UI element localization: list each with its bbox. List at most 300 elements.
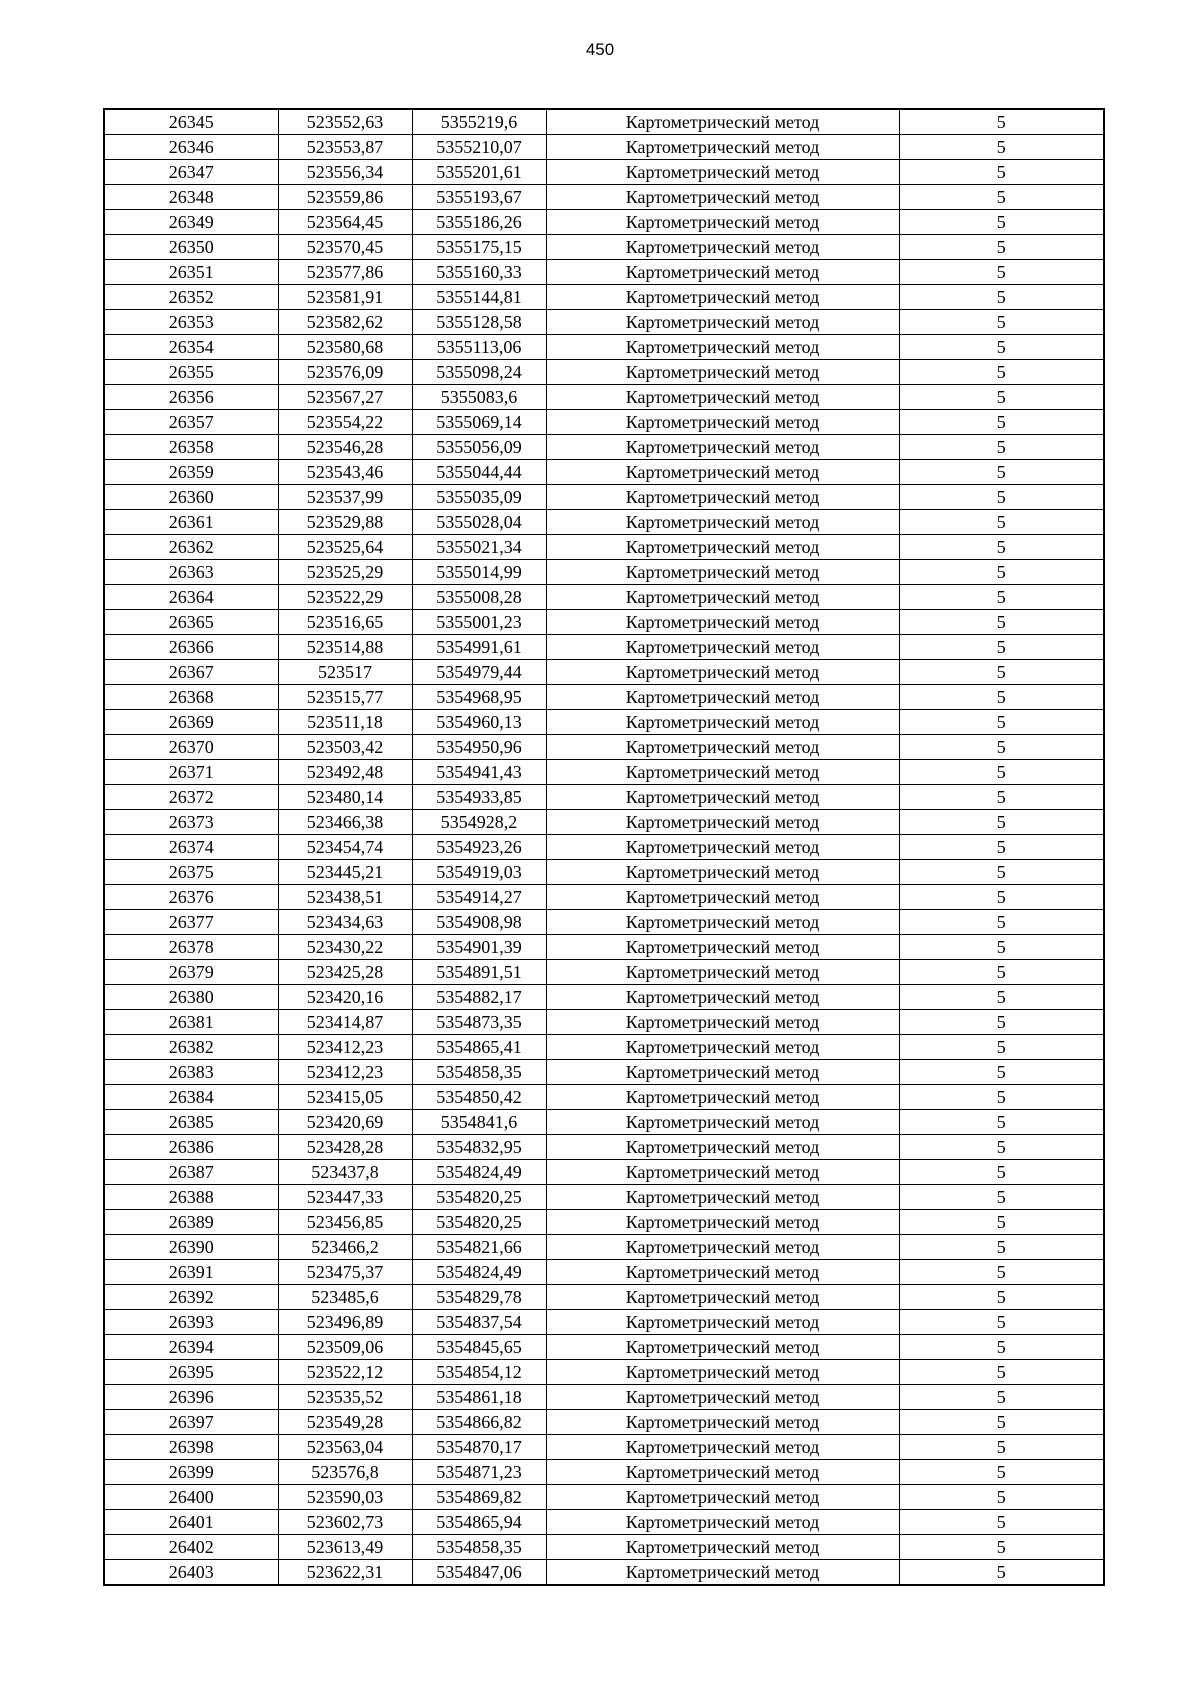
- x-coordinate-cell: 523576,09: [278, 360, 412, 385]
- y-coordinate-cell: 5354850,42: [412, 1085, 546, 1110]
- method-cell: Картометрический метод: [546, 1560, 899, 1586]
- table-row: [104, 1485, 1104, 1510]
- table-row: [104, 1160, 1104, 1185]
- table-row: [104, 1035, 1104, 1060]
- x-coordinate-cell: 523556,34: [278, 160, 412, 185]
- point-number-cell: 26372: [104, 785, 278, 810]
- method-cell: Картометрический метод: [546, 1160, 899, 1185]
- x-coordinate-cell: 523577,86: [278, 260, 412, 285]
- point-number-cell: 26360: [104, 485, 278, 510]
- x-coordinate-cell: 523412,23: [278, 1035, 412, 1060]
- x-coordinate-cell: 523434,63: [278, 910, 412, 935]
- x-coordinate-cell: 523466,38: [278, 810, 412, 835]
- method-cell: Картометрический метод: [546, 535, 899, 560]
- x-coordinate-cell: 523480,14: [278, 785, 412, 810]
- method-cell: Картометрический метод: [546, 1285, 899, 1310]
- point-number-cell: 26352: [104, 285, 278, 310]
- method-cell: Картометрический метод: [546, 735, 899, 760]
- point-number-cell: 26394: [104, 1335, 278, 1360]
- y-coordinate-cell: 5354829,78: [412, 1285, 546, 1310]
- method-cell: Картометрический метод: [546, 910, 899, 935]
- accuracy-cell: 5: [899, 285, 1104, 310]
- method-cell: Картометрический метод: [546, 1385, 899, 1410]
- point-number-cell: 26382: [104, 1035, 278, 1060]
- point-number-cell: 26391: [104, 1260, 278, 1285]
- point-number-cell: 26376: [104, 885, 278, 910]
- y-coordinate-cell: 5354882,17: [412, 985, 546, 1010]
- table-row: [104, 1260, 1104, 1285]
- table-row: [104, 1510, 1104, 1535]
- table-row: [104, 685, 1104, 710]
- y-coordinate-cell: 5355044,44: [412, 460, 546, 485]
- table-row: [104, 885, 1104, 910]
- point-number-cell: 26383: [104, 1060, 278, 1085]
- point-number-cell: 26348: [104, 185, 278, 210]
- method-cell: Картометрический метод: [546, 210, 899, 235]
- accuracy-cell: 5: [899, 335, 1104, 360]
- table-row: [104, 310, 1104, 335]
- table-row: [104, 810, 1104, 835]
- x-coordinate-cell: 523509,06: [278, 1335, 412, 1360]
- x-coordinate-cell: 523430,22: [278, 935, 412, 960]
- table-row: [104, 435, 1104, 460]
- y-coordinate-cell: 5355056,09: [412, 435, 546, 460]
- x-coordinate-cell: 523466,2: [278, 1235, 412, 1260]
- method-cell: Картометрический метод: [546, 1535, 899, 1560]
- table-row: [104, 1535, 1104, 1560]
- point-number-cell: 26393: [104, 1310, 278, 1335]
- table-row: [104, 410, 1104, 435]
- y-coordinate-cell: 5354933,85: [412, 785, 546, 810]
- method-cell: Картометрический метод: [546, 1260, 899, 1285]
- y-coordinate-cell: 5355160,33: [412, 260, 546, 285]
- x-coordinate-cell: 523537,99: [278, 485, 412, 510]
- y-coordinate-cell: 5355035,09: [412, 485, 546, 510]
- accuracy-cell: 5: [899, 1060, 1104, 1085]
- point-number-cell: 26370: [104, 735, 278, 760]
- y-coordinate-cell: 5354891,51: [412, 960, 546, 985]
- table-row: [104, 1285, 1104, 1310]
- y-coordinate-cell: 5354873,35: [412, 1010, 546, 1035]
- point-number-cell: 26367: [104, 660, 278, 685]
- y-coordinate-cell: 5355069,14: [412, 410, 546, 435]
- x-coordinate-cell: 523525,64: [278, 535, 412, 560]
- x-coordinate-cell: 523514,88: [278, 635, 412, 660]
- point-number-cell: 26387: [104, 1160, 278, 1185]
- method-cell: Картометрический метод: [546, 160, 899, 185]
- x-coordinate-cell: 523425,28: [278, 960, 412, 985]
- accuracy-cell: 5: [899, 635, 1104, 660]
- accuracy-cell: 5: [899, 1385, 1104, 1410]
- y-coordinate-cell: 5354941,43: [412, 760, 546, 785]
- accuracy-cell: 5: [899, 585, 1104, 610]
- point-number-cell: 26357: [104, 410, 278, 435]
- table-row: [104, 1060, 1104, 1085]
- accuracy-cell: 5: [899, 1185, 1104, 1210]
- method-cell: Картометрический метод: [546, 585, 899, 610]
- y-coordinate-cell: 5355201,61: [412, 160, 546, 185]
- table-row: [104, 1460, 1104, 1485]
- point-number-cell: 26346: [104, 135, 278, 160]
- point-number-cell: 26362: [104, 535, 278, 560]
- method-cell: Картометрический метод: [546, 1110, 899, 1135]
- method-cell: Картометрический метод: [546, 1335, 899, 1360]
- method-cell: Картометрический метод: [546, 710, 899, 735]
- x-coordinate-cell: 523492,48: [278, 760, 412, 785]
- accuracy-cell: 5: [899, 985, 1104, 1010]
- table-row: [104, 1110, 1104, 1135]
- x-coordinate-cell: 523529,88: [278, 510, 412, 535]
- y-coordinate-cell: 5354908,98: [412, 910, 546, 935]
- x-coordinate-cell: 523511,18: [278, 710, 412, 735]
- accuracy-cell: 5: [899, 135, 1104, 160]
- x-coordinate-cell: 523517: [278, 660, 412, 685]
- y-coordinate-cell: 5354858,35: [412, 1535, 546, 1560]
- method-cell: Картометрический метод: [546, 560, 899, 585]
- x-coordinate-cell: 523454,74: [278, 835, 412, 860]
- x-coordinate-cell: 523414,87: [278, 1010, 412, 1035]
- method-cell: Картометрический метод: [546, 1360, 899, 1385]
- x-coordinate-cell: 523515,77: [278, 685, 412, 710]
- y-coordinate-cell: 5355186,26: [412, 210, 546, 235]
- y-coordinate-cell: 5355175,15: [412, 235, 546, 260]
- x-coordinate-cell: 523613,49: [278, 1535, 412, 1560]
- x-coordinate-cell: 523445,21: [278, 860, 412, 885]
- y-coordinate-cell: 5354858,35: [412, 1060, 546, 1085]
- point-number-cell: 26390: [104, 1235, 278, 1260]
- x-coordinate-cell: 523581,91: [278, 285, 412, 310]
- accuracy-cell: 5: [899, 1135, 1104, 1160]
- x-coordinate-cell: 523516,65: [278, 610, 412, 635]
- table-row: [104, 335, 1104, 360]
- table-row: [104, 560, 1104, 585]
- table-row: [104, 385, 1104, 410]
- y-coordinate-cell: 5355219,6: [412, 109, 546, 135]
- table-row: [104, 360, 1104, 385]
- point-number-cell: 26350: [104, 235, 278, 260]
- method-cell: Картометрический метод: [546, 1085, 899, 1110]
- y-coordinate-cell: 5355083,6: [412, 385, 546, 410]
- point-number-cell: 26385: [104, 1110, 278, 1135]
- y-coordinate-cell: 5354820,25: [412, 1210, 546, 1235]
- point-number-cell: 26368: [104, 685, 278, 710]
- y-coordinate-cell: 5354914,27: [412, 885, 546, 910]
- method-cell: Картометрический метод: [546, 610, 899, 635]
- y-coordinate-cell: 5354960,13: [412, 710, 546, 735]
- table-row: [104, 1010, 1104, 1035]
- point-number-cell: 26359: [104, 460, 278, 485]
- table-row: [104, 1360, 1104, 1385]
- y-coordinate-cell: 5354832,95: [412, 1135, 546, 1160]
- method-cell: Картометрический метод: [546, 285, 899, 310]
- accuracy-cell: 5: [899, 685, 1104, 710]
- accuracy-cell: 5: [899, 1235, 1104, 1260]
- y-coordinate-cell: 5354919,03: [412, 860, 546, 885]
- x-coordinate-cell: 523535,52: [278, 1385, 412, 1410]
- point-number-cell: 26355: [104, 360, 278, 385]
- x-coordinate-cell: 523503,42: [278, 735, 412, 760]
- x-coordinate-cell: 523420,69: [278, 1110, 412, 1135]
- method-cell: Картометрический метод: [546, 860, 899, 885]
- point-number-cell: 26403: [104, 1560, 278, 1586]
- x-coordinate-cell: 523580,68: [278, 335, 412, 360]
- method-cell: Картометрический метод: [546, 1210, 899, 1235]
- y-coordinate-cell: 5355144,81: [412, 285, 546, 310]
- y-coordinate-cell: 5355210,07: [412, 135, 546, 160]
- x-coordinate-cell: 523554,22: [278, 410, 412, 435]
- accuracy-cell: 5: [899, 860, 1104, 885]
- accuracy-cell: 5: [899, 835, 1104, 860]
- accuracy-cell: 5: [899, 260, 1104, 285]
- point-number-cell: 26386: [104, 1135, 278, 1160]
- x-coordinate-cell: 523420,16: [278, 985, 412, 1010]
- y-coordinate-cell: 5354950,96: [412, 735, 546, 760]
- method-cell: Картометрический метод: [546, 485, 899, 510]
- y-coordinate-cell: 5354928,2: [412, 810, 546, 835]
- method-cell: Картометрический метод: [546, 185, 899, 210]
- table-row: [104, 485, 1104, 510]
- point-number-cell: 26388: [104, 1185, 278, 1210]
- method-cell: Картометрический метод: [546, 135, 899, 160]
- table-row: [104, 260, 1104, 285]
- table-row: [104, 460, 1104, 485]
- accuracy-cell: 5: [899, 360, 1104, 385]
- table-row: [104, 1310, 1104, 1335]
- accuracy-cell: 5: [899, 1485, 1104, 1510]
- y-coordinate-cell: 5354847,06: [412, 1560, 546, 1586]
- y-coordinate-cell: 5355014,99: [412, 560, 546, 585]
- table-row: [104, 185, 1104, 210]
- table-row: [104, 735, 1104, 760]
- x-coordinate-cell: 523549,28: [278, 1410, 412, 1435]
- method-cell: Картометрический метод: [546, 335, 899, 360]
- point-number-cell: 26345: [104, 109, 278, 135]
- y-coordinate-cell: 5354865,41: [412, 1035, 546, 1060]
- y-coordinate-cell: 5354821,66: [412, 1235, 546, 1260]
- method-cell: Картометрический метод: [546, 1410, 899, 1435]
- table-row: [104, 1085, 1104, 1110]
- y-coordinate-cell: 5354979,44: [412, 660, 546, 685]
- method-cell: Картометрический метод: [546, 935, 899, 960]
- method-cell: Картометрический метод: [546, 885, 899, 910]
- x-coordinate-cell: 523543,46: [278, 460, 412, 485]
- accuracy-cell: 5: [899, 1460, 1104, 1485]
- accuracy-cell: 5: [899, 1035, 1104, 1060]
- x-coordinate-cell: 523590,03: [278, 1485, 412, 1510]
- point-number-cell: 26364: [104, 585, 278, 610]
- accuracy-cell: 5: [899, 1535, 1104, 1560]
- method-cell: Картометрический метод: [546, 1435, 899, 1460]
- y-coordinate-cell: 5354824,49: [412, 1160, 546, 1185]
- point-number-cell: 26395: [104, 1360, 278, 1385]
- point-number-cell: 26371: [104, 760, 278, 785]
- y-coordinate-cell: 5355021,34: [412, 535, 546, 560]
- y-coordinate-cell: 5355008,28: [412, 585, 546, 610]
- y-coordinate-cell: 5355098,24: [412, 360, 546, 385]
- x-coordinate-cell: 523428,28: [278, 1135, 412, 1160]
- table-row: [104, 1135, 1104, 1160]
- table-row: [104, 535, 1104, 560]
- y-coordinate-cell: 5354861,18: [412, 1385, 546, 1410]
- x-coordinate-cell: 523485,6: [278, 1285, 412, 1310]
- method-cell: Картометрический метод: [546, 109, 899, 135]
- method-cell: Картометрический метод: [546, 1485, 899, 1510]
- method-cell: Картометрический метод: [546, 260, 899, 285]
- accuracy-cell: 5: [899, 760, 1104, 785]
- point-number-cell: 26402: [104, 1535, 278, 1560]
- point-number-cell: 26358: [104, 435, 278, 460]
- accuracy-cell: 5: [899, 510, 1104, 535]
- point-number-cell: 26381: [104, 1010, 278, 1035]
- table-row: [104, 660, 1104, 685]
- method-cell: Картометрический метод: [546, 660, 899, 685]
- table-row: [104, 1210, 1104, 1235]
- x-coordinate-cell: 523496,89: [278, 1310, 412, 1335]
- table-row: [104, 585, 1104, 610]
- x-coordinate-cell: 523546,28: [278, 435, 412, 460]
- method-cell: Картометрический метод: [546, 1510, 899, 1535]
- table-row: [104, 785, 1104, 810]
- point-number-cell: 26353: [104, 310, 278, 335]
- accuracy-cell: 5: [899, 460, 1104, 485]
- x-coordinate-cell: 523437,8: [278, 1160, 412, 1185]
- table-row: [104, 1185, 1104, 1210]
- point-number-cell: 26363: [104, 560, 278, 585]
- x-coordinate-cell: 523522,12: [278, 1360, 412, 1385]
- y-coordinate-cell: 5354901,39: [412, 935, 546, 960]
- accuracy-cell: 5: [899, 160, 1104, 185]
- accuracy-cell: 5: [899, 1210, 1104, 1235]
- accuracy-cell: 5: [899, 1410, 1104, 1435]
- table-row: [104, 1335, 1104, 1360]
- y-coordinate-cell: 5355128,58: [412, 310, 546, 335]
- table-row: [104, 860, 1104, 885]
- table-row: [104, 1435, 1104, 1460]
- x-coordinate-cell: 523602,73: [278, 1510, 412, 1535]
- method-cell: Картометрический метод: [546, 360, 899, 385]
- point-number-cell: 26401: [104, 1510, 278, 1535]
- x-coordinate-cell: 523553,87: [278, 135, 412, 160]
- x-coordinate-cell: 523438,51: [278, 885, 412, 910]
- accuracy-cell: 5: [899, 1560, 1104, 1586]
- point-number-cell: 26351: [104, 260, 278, 285]
- accuracy-cell: 5: [899, 1435, 1104, 1460]
- x-coordinate-cell: 523412,23: [278, 1060, 412, 1085]
- accuracy-cell: 5: [899, 810, 1104, 835]
- accuracy-cell: 5: [899, 1310, 1104, 1335]
- page-number: 450: [585, 40, 615, 59]
- method-cell: Картометрический метод: [546, 1460, 899, 1485]
- point-number-cell: 26377: [104, 910, 278, 935]
- y-coordinate-cell: 5354837,54: [412, 1310, 546, 1335]
- method-cell: Картометрический метод: [546, 785, 899, 810]
- accuracy-cell: 5: [899, 235, 1104, 260]
- x-coordinate-cell: 523559,86: [278, 185, 412, 210]
- table-row: [104, 160, 1104, 185]
- method-cell: Картометрический метод: [546, 985, 899, 1010]
- method-cell: Картометрический метод: [546, 760, 899, 785]
- point-number-cell: 26375: [104, 860, 278, 885]
- x-coordinate-cell: 523564,45: [278, 210, 412, 235]
- table-row: [104, 635, 1104, 660]
- y-coordinate-cell: 5354866,82: [412, 1410, 546, 1435]
- method-cell: Картометрический метод: [546, 1010, 899, 1035]
- x-coordinate-cell: 523447,33: [278, 1185, 412, 1210]
- point-number-cell: 26379: [104, 960, 278, 985]
- point-number-cell: 26384: [104, 1085, 278, 1110]
- method-cell: Картометрический метод: [546, 460, 899, 485]
- accuracy-cell: 5: [899, 1260, 1104, 1285]
- accuracy-cell: 5: [899, 1160, 1104, 1185]
- accuracy-cell: 5: [899, 1010, 1104, 1035]
- method-cell: Картометрический метод: [546, 1185, 899, 1210]
- table-row: [104, 285, 1104, 310]
- method-cell: Картометрический метод: [546, 1035, 899, 1060]
- x-coordinate-cell: 523582,62: [278, 310, 412, 335]
- accuracy-cell: 5: [899, 1510, 1104, 1535]
- x-coordinate-cell: 523563,04: [278, 1435, 412, 1460]
- point-number-cell: 26347: [104, 160, 278, 185]
- accuracy-cell: 5: [899, 885, 1104, 910]
- accuracy-cell: 5: [899, 610, 1104, 635]
- accuracy-cell: 5: [899, 1360, 1104, 1385]
- y-coordinate-cell: 5354854,12: [412, 1360, 546, 1385]
- accuracy-cell: 5: [899, 910, 1104, 935]
- point-number-cell: 26354: [104, 335, 278, 360]
- method-cell: Картометрический метод: [546, 810, 899, 835]
- point-number-cell: 26366: [104, 635, 278, 660]
- accuracy-cell: 5: [899, 735, 1104, 760]
- accuracy-cell: 5: [899, 1110, 1104, 1135]
- y-coordinate-cell: 5355113,06: [412, 335, 546, 360]
- coordinates-table: [103, 108, 1105, 1586]
- x-coordinate-cell: 523570,45: [278, 235, 412, 260]
- accuracy-cell: 5: [899, 660, 1104, 685]
- x-coordinate-cell: 523525,29: [278, 560, 412, 585]
- table-row: [104, 1235, 1104, 1260]
- point-number-cell: 26356: [104, 385, 278, 410]
- x-coordinate-cell: 523475,37: [278, 1260, 412, 1285]
- x-coordinate-cell: 523522,29: [278, 585, 412, 610]
- point-number-cell: 26389: [104, 1210, 278, 1235]
- table-row: [104, 135, 1104, 160]
- method-cell: Картометрический метод: [546, 1135, 899, 1160]
- table-row: [104, 235, 1104, 260]
- accuracy-cell: 5: [899, 535, 1104, 560]
- method-cell: Картометрический метод: [546, 960, 899, 985]
- point-number-cell: 26400: [104, 1485, 278, 1510]
- table-row: [104, 760, 1104, 785]
- y-coordinate-cell: 5355028,04: [412, 510, 546, 535]
- accuracy-cell: 5: [899, 435, 1104, 460]
- table-row: [104, 610, 1104, 635]
- method-cell: Картометрический метод: [546, 1060, 899, 1085]
- accuracy-cell: 5: [899, 1285, 1104, 1310]
- point-number-cell: 26361: [104, 510, 278, 535]
- point-number-cell: 26399: [104, 1460, 278, 1485]
- x-coordinate-cell: 523456,85: [278, 1210, 412, 1235]
- y-coordinate-cell: 5354871,23: [412, 1460, 546, 1485]
- y-coordinate-cell: 5354865,94: [412, 1510, 546, 1535]
- table-row: [104, 510, 1104, 535]
- accuracy-cell: 5: [899, 1085, 1104, 1110]
- table-row: [104, 985, 1104, 1010]
- accuracy-cell: 5: [899, 560, 1104, 585]
- x-coordinate-cell: 523415,05: [278, 1085, 412, 1110]
- point-number-cell: 26397: [104, 1410, 278, 1435]
- y-coordinate-cell: 5355001,23: [412, 610, 546, 635]
- method-cell: Картометрический метод: [546, 410, 899, 435]
